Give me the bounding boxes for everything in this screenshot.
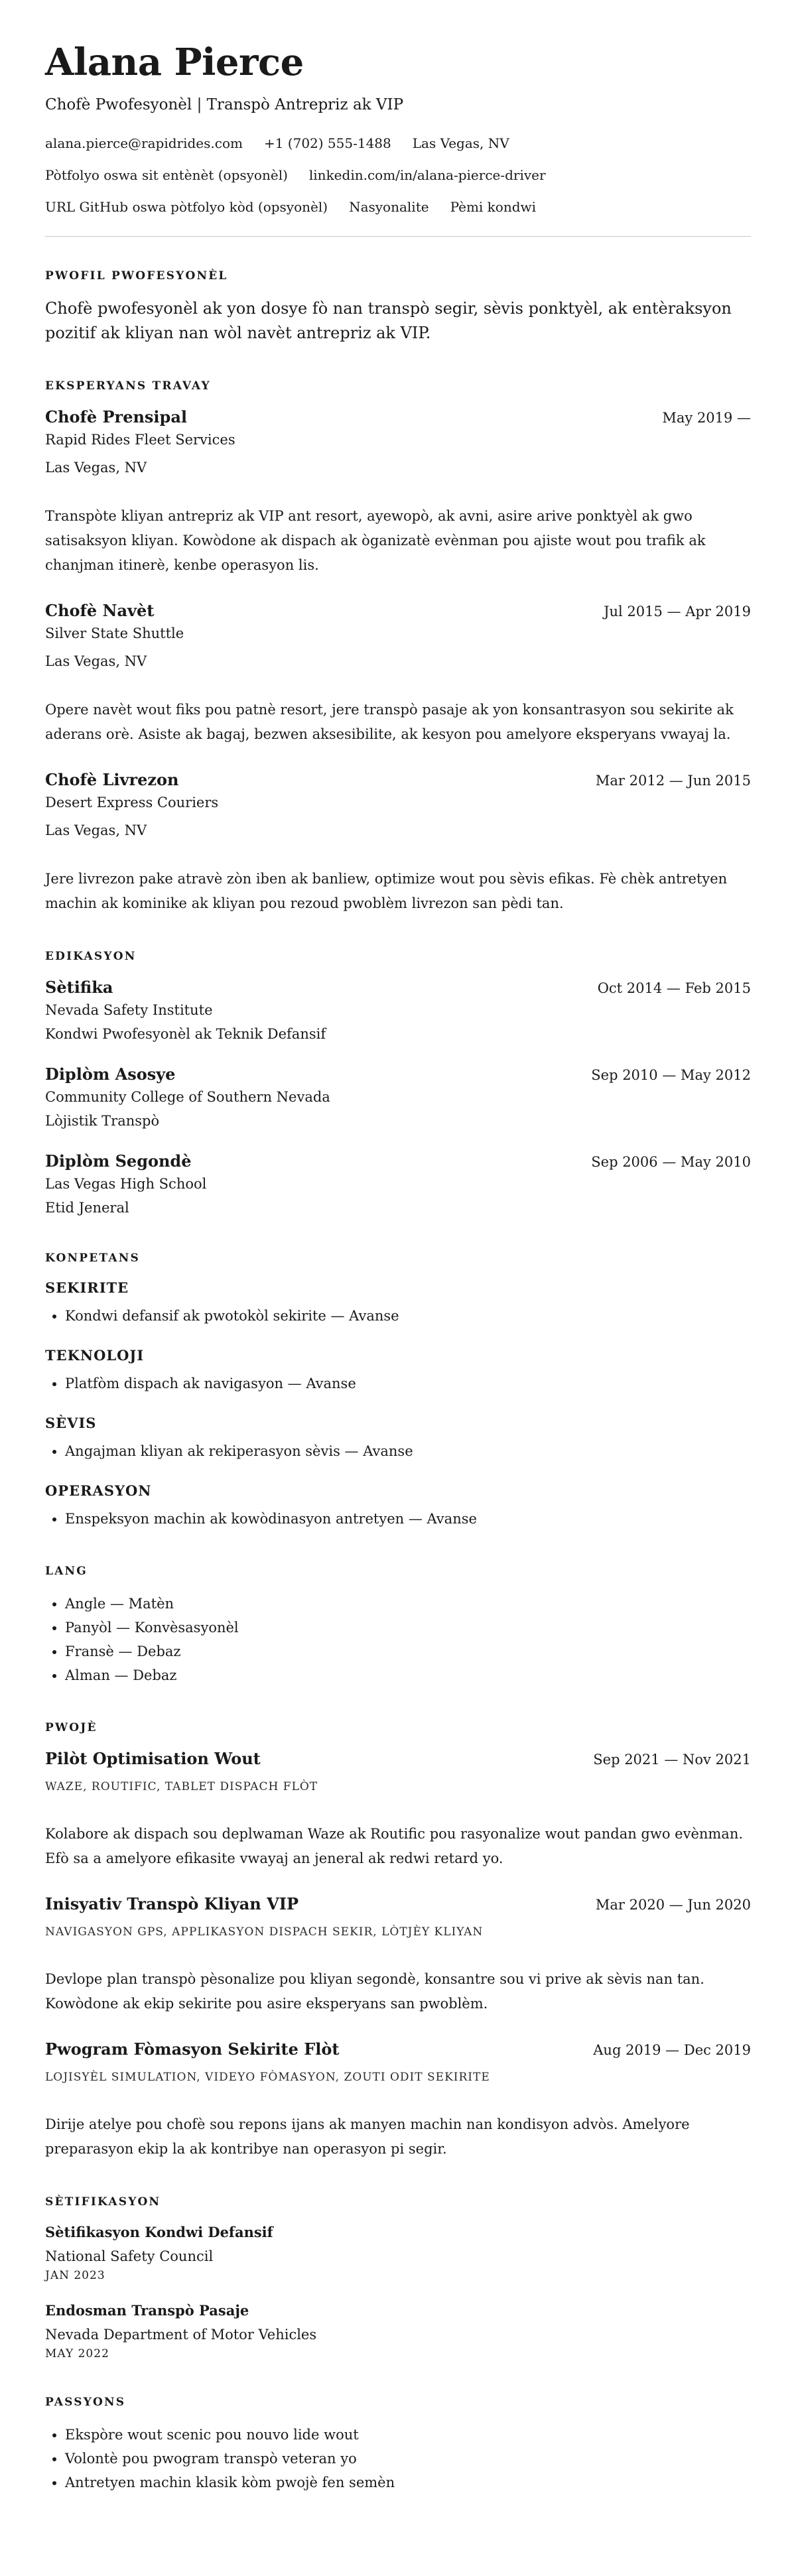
contact-row: [45, 166, 751, 184]
project-entry: [45, 1894, 751, 2016]
section-title: PWOFIL PWOFESYONÈL: [45, 269, 228, 283]
skill-group-title: SÈVIS: [45, 1415, 97, 1431]
degree-title: Diplòm Segondè: [45, 1151, 192, 1171]
job-location: Las Vegas, NV: [45, 822, 147, 838]
resume-header: [45, 40, 751, 216]
job-location: Las Vegas, NV: [45, 460, 147, 476]
job-company: Rapid Rides Fleet Services: [45, 432, 235, 448]
skill-item: • Enspeksyon machin ak kowòdinasyon antretyen — Avanse: [65, 1507, 751, 1531]
project-tech: WAZE, ROUTIFIC, TABLET DISPACH FLÒT: [45, 1780, 318, 1793]
degree-date: Sep 2010 — May 2012: [591, 1067, 751, 1083]
contact-github[interactable]: URL GitHub oswa pòtfolyo kòd (opsyonèl): [45, 199, 328, 215]
section-title: LANG: [45, 1565, 88, 1578]
project-date: Aug 2019 — Dec 2019: [593, 2042, 751, 2058]
skill-group: [45, 1346, 751, 1395]
section-title: KONPETANS: [45, 1252, 140, 1265]
job-title: Chofè Navèt: [45, 601, 155, 620]
job-date: Mar 2012 — Jun 2015: [595, 773, 751, 789]
education-entry: [45, 1151, 751, 1218]
job-company: Desert Express Couriers: [45, 795, 219, 810]
job-title: Chofè Prensipal: [45, 407, 187, 426]
job-description: Opere navèt wout fiks pou patnè resort, jere transpò pasaje ak yon konsantrasyon sou sekirite ak aderans orè. Asiste ak bagaj, bezwen aksesibilite, ak kesyon pou amelyore eksperyans vwayaj la.: [45, 702, 734, 742]
degree-title: Diplòm Asosye: [45, 1064, 176, 1084]
skill-item: • Kondwi defansif ak pwotokòl sekirite — Avanse: [65, 1304, 751, 1328]
skill-group: [45, 1482, 751, 1531]
study-field: Lòjistik Transpò: [45, 1113, 160, 1129]
projects-section: [45, 1720, 751, 2161]
project-entry: [45, 1748, 751, 1871]
certifications-section: [45, 2195, 751, 2362]
interests-section: [45, 2395, 751, 2494]
language-item: • Panyòl — Konvèsasyonèl: [65, 1616, 751, 1640]
contact-license: Pèmi kondwi: [450, 199, 537, 215]
education-entry: [45, 977, 751, 1044]
interest-item: • Ekspòre wout scenic pou nouvo lide wout: [65, 2423, 751, 2447]
project-tech: LOJISYÈL SIMULATION, VIDEYO FÒMASYON, ZOUTI ODIT SEKIRITE: [45, 2071, 490, 2084]
contact-location: Las Vegas, NV: [412, 135, 509, 151]
certification-date: MAY 2022: [45, 2347, 109, 2360]
contact-linkedin[interactable]: linkedin.com/in/alana-pierce-driver: [308, 167, 546, 183]
project-name: Pwogram Fòmasyon Sekirite Flòt: [45, 2039, 340, 2059]
contact-portfolio[interactable]: Pòtfolyo oswa sit entènèt (opsyonèl): [45, 167, 288, 183]
certification-issuer: National Safety Council: [45, 2248, 214, 2264]
job-title: Chofè Livrezon: [45, 770, 179, 789]
header-divider: [45, 236, 751, 237]
certification-entry: [45, 2222, 751, 2284]
job-description: Transpòte kliyan antrepriz ak VIP ant resort, ayewopò, ak avni, asire arive ponktyèl ak gwo satisaksyon kliyan. Kowòdone ak dispach ak òganizatè evènman pou ajiste wout pou trafik ak chanjman itinerè, kenbe operasyon lis.: [45, 508, 706, 573]
candidate-name: Alana Pierce: [45, 40, 304, 84]
project-date: Sep 2021 — Nov 2021: [593, 1752, 751, 1768]
contact-nationality: Nasyonalite: [349, 199, 429, 215]
degree-title: Sètifika: [45, 978, 113, 997]
skill-group: [45, 1279, 751, 1328]
school-name: Community College of Southern Nevada: [45, 1089, 330, 1105]
project-entry: [45, 2039, 751, 2161]
contact-email[interactable]: alana.pierce@rapidrides.com: [45, 135, 243, 151]
project-description: Kolabore ak dispach sou deplwaman Waze ak Routific pou rasyonalize wout pandan gwo evènman. Efò sa a amelyore efikasite vwayaj an jeneral ak redwi retard yo.: [45, 1826, 744, 1866]
school-name: Las Vegas High School: [45, 1176, 207, 1192]
project-name: Pilòt Optimisation Wout: [45, 1749, 261, 1768]
section-title: EDIKASYON: [45, 950, 137, 963]
certification-date: JAN 2023: [45, 2269, 105, 2282]
degree-date: Oct 2014 — Feb 2015: [597, 980, 751, 996]
section-title: EKSPERYANS TRAVAY: [45, 379, 211, 393]
contact-row: [45, 198, 751, 216]
section-title: SÈTIFIKASYON: [45, 2195, 161, 2209]
language-item: • Angle — Matèn: [65, 1592, 751, 1616]
skill-group-title: OPERASYON: [45, 1482, 152, 1499]
project-name: Inisyativ Transpò Kliyan VIP: [45, 1894, 299, 1913]
skills-section: [45, 1251, 751, 1531]
contact-row: [45, 134, 751, 153]
languages-section: [45, 1564, 751, 1687]
experience-entry: [45, 600, 751, 747]
skill-group-title: SEKIRITE: [45, 1279, 129, 1296]
certification-issuer: Nevada Department of Motor Vehicles: [45, 2327, 317, 2343]
contact-phone[interactable]: +1 (702) 555-1488: [263, 135, 391, 151]
study-field: Kondwi Pwofesyonèl ak Teknik Defansif: [45, 1026, 326, 1042]
certification-entry: [45, 2301, 751, 2362]
project-description: Dirije atelye pou chofè sou repons ijans ak manyen machin nan kondisyon advòs. Amelyore preparasyon ekip la ak kontribye nan operasyon pi segir.: [45, 2116, 690, 2157]
skill-item: • Platfòm dispach ak navigasyon — Avanse: [65, 1372, 751, 1395]
degree-date: Sep 2006 — May 2010: [591, 1154, 751, 1170]
project-tech: NAVIGASYON GPS, APPLIKASYON DISPACH SEKIR, LÒTJÈY KLIYAN: [45, 1925, 484, 1939]
candidate-headline: Chofè Pwofesyonèl | Transpò Antrepriz ak VIP: [45, 96, 404, 113]
skill-group: [45, 1414, 751, 1463]
language-item: • Fransè — Debaz: [65, 1640, 751, 1663]
job-date: Jul 2015 — Apr 2019: [604, 604, 751, 619]
job-date: May 2019 —: [662, 410, 751, 426]
skill-group-title: TEKNOLOJI: [45, 1347, 145, 1364]
education-section: [45, 949, 751, 1218]
school-name: Nevada Safety Institute: [45, 1002, 213, 1018]
section-title: PWOJÈ: [45, 1721, 98, 1734]
summary-text: Chofè pwofesyonèl ak yon dosye fò nan transpò segir, sèvis ponktyèl, ak entèraksyon pozitif ak kliyan nan wòl navèt antrepriz ak VIP.: [45, 299, 732, 342]
study-field: Etid Jeneral: [45, 1200, 129, 1216]
job-description: Jere livrezon pake atravè zòn iben ak banliew, optimize wout pou sèvis efikas. Fè chèk antretyen machin ak kominike ak kliyan pou rezoud pwoblèm livrezon san pèdi tan.: [45, 871, 728, 911]
language-item: • Alman — Debaz: [65, 1663, 751, 1687]
certification-name: Sètifikasyon Kondwi Defansif: [45, 2224, 273, 2240]
interest-item: • Volontè pou pwogram transpò veteran yo: [65, 2447, 751, 2471]
job-location: Las Vegas, NV: [45, 653, 147, 669]
education-entry: [45, 1064, 751, 1131]
experience-entry: [45, 769, 751, 916]
skill-item: • Angajman kliyan ak rekiperasyon sèvis — Avanse: [65, 1439, 751, 1463]
job-company: Silver State Shuttle: [45, 625, 184, 641]
section-title: PASSYONS: [45, 2396, 126, 2409]
summary-section: [45, 269, 751, 346]
interest-item: • Antretyen machin klasik kòm pwojè fen semèn: [65, 2471, 751, 2494]
project-date: Mar 2020 — Jun 2020: [595, 1897, 751, 1913]
experience-section: [45, 379, 751, 916]
certification-name: Endosman Transpò Pasaje: [45, 2302, 249, 2319]
project-description: Devlope plan transpò pèsonalize pou kliyan segondè, konsantre sou vi prive ak sèvis nan tan. Kowòdone ak ekip sekirite pou asire eksperyans san pwoblèm.: [45, 1971, 704, 2012]
experience-entry: [45, 407, 751, 578]
